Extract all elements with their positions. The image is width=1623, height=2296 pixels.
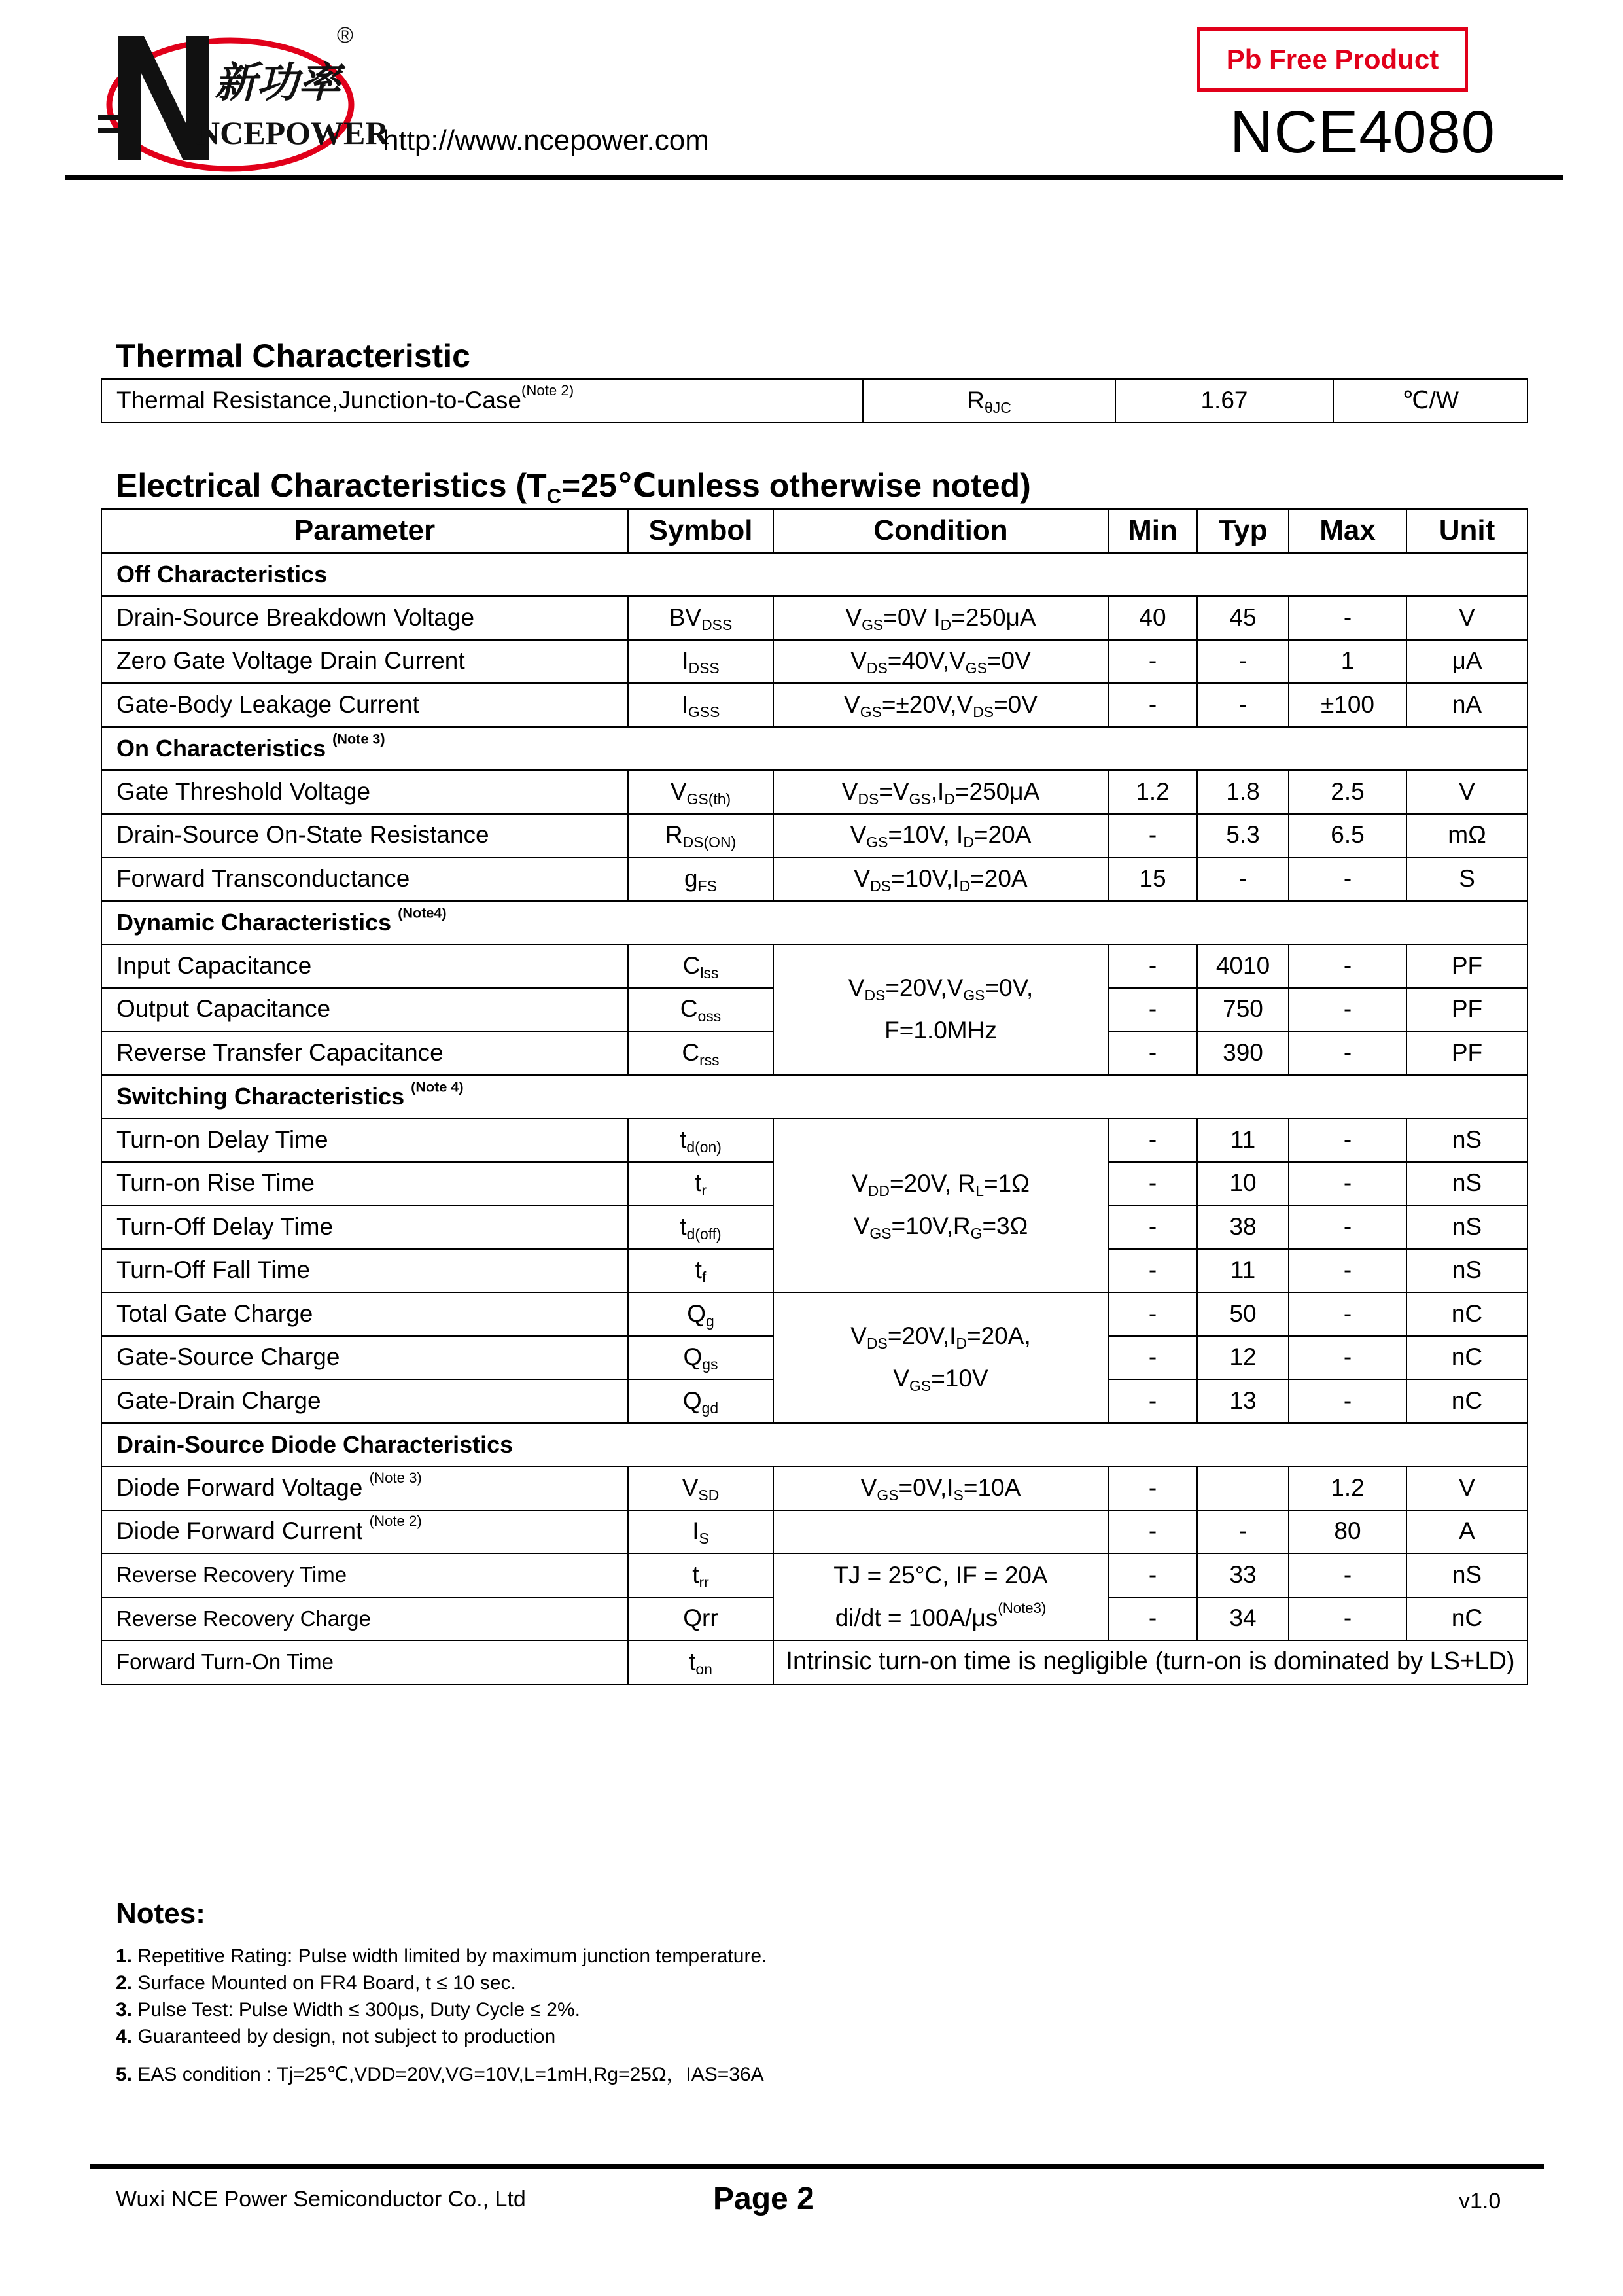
min: - (1108, 1249, 1197, 1293)
typ: 750 (1197, 988, 1289, 1032)
max: ±100 (1289, 683, 1406, 727)
symbol: $C_{rss}$ (628, 1031, 773, 1075)
category-on: On Characteristics $^{(Note 3)}$ (101, 727, 1527, 771)
typ: - (1197, 640, 1289, 684)
col-unit: Unit (1406, 509, 1527, 553)
table-row (101, 640, 1527, 684)
typ: 10 (1197, 1162, 1289, 1206)
unit: PF (1406, 988, 1527, 1032)
symbol: $Q_g$ (628, 1292, 773, 1336)
param: Gate Threshold Voltage (101, 770, 628, 814)
min: - (1108, 814, 1197, 858)
footer-divider (90, 2164, 1544, 2169)
unit: nS (1406, 1118, 1527, 1162)
thermal-table (101, 378, 1528, 423)
unit: nS (1406, 1249, 1527, 1293)
max: - (1289, 1249, 1406, 1293)
typ: 1.8 (1197, 770, 1289, 814)
max: 1.2 (1289, 1466, 1406, 1510)
min: - (1108, 988, 1197, 1032)
max: - (1289, 857, 1406, 901)
unit: V (1406, 1466, 1527, 1510)
min: - (1108, 1336, 1197, 1380)
unit: μA (1406, 640, 1527, 684)
min: - (1108, 1118, 1197, 1162)
electrical-title: Electrical Characteristics ($T_C=25℃unless$ otherwise noted) (116, 467, 1031, 508)
table-row (101, 814, 1527, 858)
col-typ: Typ (1197, 509, 1289, 553)
category-row (101, 1423, 1527, 1467)
min: - (1108, 1466, 1197, 1510)
min: 40 (1108, 596, 1197, 640)
unit: mΩ (1406, 814, 1527, 858)
unit: V (1406, 770, 1527, 814)
unit: nC (1406, 1379, 1527, 1423)
header-divider (65, 175, 1563, 180)
param: Turn-on Delay Time (101, 1118, 628, 1162)
registered-mark: ® (337, 23, 354, 48)
param: Gate-Source Charge (101, 1336, 628, 1380)
condition-gate-charge: $V_{DS}=20V,I_D=20A$, $V_{GS}=10V$ (773, 1292, 1108, 1423)
max: 80 (1289, 1510, 1406, 1554)
max: - (1289, 1162, 1406, 1206)
condition (773, 1510, 1108, 1554)
website-url[interactable]: http://www.ncepower.com (383, 124, 709, 156)
max: - (1289, 1118, 1406, 1162)
typ: - (1197, 683, 1289, 727)
typ: 45 (1197, 596, 1289, 640)
param: Input Capacitance (101, 944, 628, 988)
category-row (101, 1075, 1527, 1119)
symbol: $I_{DSS}$ (628, 640, 773, 684)
param: Drain-Source Breakdown Voltage (101, 596, 628, 640)
max: - (1289, 1553, 1406, 1597)
category-row (101, 553, 1527, 597)
typ: 5.3 (1197, 814, 1289, 858)
table-row (101, 944, 1527, 988)
min: - (1108, 1553, 1197, 1597)
category-row (101, 901, 1527, 945)
condition: $V_{GS}=10V$, $I_D=20A$ (773, 814, 1108, 858)
unit: S (1406, 857, 1527, 901)
param: Drain-Source On-State Resistance (101, 814, 628, 858)
unit: nC (1406, 1336, 1527, 1380)
unit: PF (1406, 944, 1527, 988)
symbol: $t_f$ (628, 1249, 773, 1293)
param: Turn-Off Fall Time (101, 1249, 628, 1293)
thermal-unit: ℃/W (1333, 379, 1527, 423)
col-parameter: Parameter (101, 509, 628, 553)
brand-chinese: 新功率 (215, 59, 340, 107)
typ: 13 (1197, 1379, 1289, 1423)
min: - (1108, 944, 1197, 988)
page-number: Page 2 (713, 2181, 814, 2216)
symbol: Qrr (628, 1597, 773, 1641)
note-item: 3. Pulse Test: Pulse Width ≤ 300μs, Duty Cycle ≤ 2%. (116, 1999, 580, 2021)
min: - (1108, 1162, 1197, 1206)
max: - (1289, 1205, 1406, 1249)
condition-turn-on: Intrinsic turn-on time is negligible (turn-on is dominated by LS+LD) (773, 1640, 1527, 1684)
param: Diode Forward Voltage $^{(Note 3)}$ (101, 1466, 628, 1510)
param: Zero Gate Voltage Drain Current (101, 640, 628, 684)
param: Turn-Off Delay Time (101, 1205, 628, 1249)
unit: PF (1406, 1031, 1527, 1075)
category-switching: Switching Characteristics $^{(Note 4)}$ (101, 1075, 1527, 1119)
notes-title: Notes: (116, 1898, 205, 1930)
brand-name: NCEPOWER (196, 115, 389, 151)
table-header-row (101, 509, 1527, 553)
footer-company: Wuxi NCE Power Semiconductor Co., Ltd (116, 2187, 526, 2212)
unit: V (1406, 596, 1527, 640)
col-max: Max (1289, 509, 1406, 553)
max: - (1289, 596, 1406, 640)
max: - (1289, 1597, 1406, 1641)
max: - (1289, 988, 1406, 1032)
condition: $V_{DS}=40V,V_{GS}=0V$ (773, 640, 1108, 684)
typ: 38 (1197, 1205, 1289, 1249)
max: - (1289, 1336, 1406, 1380)
typ: - (1197, 857, 1289, 901)
condition-switching: $V_{DD}=20V$, $R_L=1\Omega$ $V_{GS}=10V,R_G=3\Omega$ (773, 1118, 1108, 1292)
min: - (1108, 1205, 1197, 1249)
symbol: $t_r$ (628, 1162, 773, 1206)
condition: $V_{DS}=V_{GS},I_D=250\mu A$ (773, 770, 1108, 814)
param: Forward Transconductance (101, 857, 628, 901)
condition-dynamic: $V_{DS}=20V,V_{GS}=0V$, F=1.0MHz (773, 944, 1108, 1075)
symbol: $g_{FS}$ (628, 857, 773, 901)
typ: 34 (1197, 1597, 1289, 1641)
table-row (101, 596, 1527, 640)
note-item: 4. Guaranteed by design, not subject to production (116, 2026, 556, 2047)
unit: nS (1406, 1553, 1527, 1597)
param: Output Capacitance (101, 988, 628, 1032)
min: - (1108, 683, 1197, 727)
min: - (1108, 1510, 1197, 1554)
symbol: $BV_{DSS}$ (628, 596, 773, 640)
table-row (101, 1466, 1527, 1510)
max: - (1289, 1379, 1406, 1423)
max: 2.5 (1289, 770, 1406, 814)
typ (1197, 1466, 1289, 1510)
condition-reverse-recovery: TJ = 25°C, IF = 20A $di/dt = 100A/\mu s^{(Note3)}$ (773, 1553, 1108, 1640)
category-row (101, 727, 1527, 771)
param: Reverse Transfer Capacitance (101, 1031, 628, 1075)
thermal-title: Thermal Characteristic (116, 338, 470, 374)
symbol: $t_{d(off)}$ (628, 1205, 773, 1249)
symbol: $I_S$ (628, 1510, 773, 1554)
symbol: $t_{rr}$ (628, 1553, 773, 1597)
unit: nA (1406, 683, 1527, 727)
table-row (101, 1510, 1527, 1554)
thermal-value: 1.67 (1115, 379, 1333, 423)
param: Diode Forward Current $^{(Note 2)}$ (101, 1510, 628, 1554)
param: Reverse Recovery Charge (101, 1597, 628, 1641)
symbol: $C_{oss}$ (628, 988, 773, 1032)
category-off: Off Characteristics (101, 553, 1527, 597)
max: - (1289, 1292, 1406, 1336)
max: - (1289, 944, 1406, 988)
unit: A (1406, 1510, 1527, 1554)
ncepower-logo-icon (79, 13, 389, 177)
min: - (1108, 1379, 1197, 1423)
param: Reverse Recovery Time (101, 1553, 628, 1597)
symbol: $t_{on}$ (628, 1640, 773, 1684)
table-row (101, 1553, 1527, 1597)
symbol: $Q_{gd}$ (628, 1379, 773, 1423)
note-item: 2. Surface Mounted on FR4 Board, t ≤ 10 sec. (116, 1972, 516, 1994)
unit: nS (1406, 1205, 1527, 1249)
symbol: $V_{SD}$ (628, 1466, 773, 1510)
typ: 390 (1197, 1031, 1289, 1075)
min: - (1108, 1031, 1197, 1075)
symbol: $R_{DS(ON)}$ (628, 814, 773, 858)
min: 1.2 (1108, 770, 1197, 814)
electrical-table (101, 508, 1528, 1685)
typ: 50 (1197, 1292, 1289, 1336)
min: - (1108, 1292, 1197, 1336)
typ: 4010 (1197, 944, 1289, 988)
table-row (101, 683, 1527, 727)
category-diode: Drain-Source Diode Characteristics (101, 1423, 1527, 1467)
param: Gate-Body Leakage Current (101, 683, 628, 727)
part-number: NCE4080 (1230, 99, 1495, 166)
col-condition: Condition (773, 509, 1108, 553)
max: 1 (1289, 640, 1406, 684)
condition: $V_{GS}=0V$ $I_D=250\mu A$ (773, 596, 1108, 640)
version-label: v1.0 (1459, 2189, 1501, 2214)
min: - (1108, 640, 1197, 684)
table-row (101, 1640, 1527, 1684)
category-dynamic: Dynamic Characteristics $^{(Note4)}$ (101, 901, 1527, 945)
typ: 33 (1197, 1553, 1289, 1597)
condition: $V_{GS}=0V,I_S=10A$ (773, 1466, 1108, 1510)
symbol: $t_{d(on)}$ (628, 1118, 773, 1162)
param: Total Gate Charge (101, 1292, 628, 1336)
thermal-symbol: $R_{\theta JC}$ (863, 379, 1115, 423)
company-logo (79, 13, 389, 177)
col-symbol: Symbol (628, 509, 773, 553)
min: - (1108, 1597, 1197, 1641)
typ: - (1197, 1510, 1289, 1554)
table-row (101, 1292, 1527, 1336)
typ: 12 (1197, 1336, 1289, 1380)
table-row (101, 379, 1527, 423)
col-min: Min (1108, 509, 1197, 553)
symbol: $C_{lss}$ (628, 944, 773, 988)
table-row (101, 770, 1527, 814)
min: 15 (1108, 857, 1197, 901)
table-row (101, 857, 1527, 901)
max: 6.5 (1289, 814, 1406, 858)
param: Forward Turn-On Time (101, 1640, 628, 1684)
param: Gate-Drain Charge (101, 1379, 628, 1423)
unit: nC (1406, 1292, 1527, 1336)
note-item: 1. Repetitive Rating: Pulse width limited by maximum junction temperature. (116, 1945, 767, 1967)
symbol: $Q_{gs}$ (628, 1336, 773, 1380)
typ: 11 (1197, 1118, 1289, 1162)
symbol: $V_{GS(th)}$ (628, 770, 773, 814)
typ: 11 (1197, 1249, 1289, 1293)
param: Turn-on Rise Time (101, 1162, 628, 1206)
table-row (101, 1118, 1527, 1162)
condition: $V_{GS}=\pm 20V,V_{DS}=0V$ (773, 683, 1108, 727)
unit: nC (1406, 1597, 1527, 1641)
symbol: $I_{GSS}$ (628, 683, 773, 727)
condition: $V_{DS}=10V,I_D=20A$ (773, 857, 1108, 901)
thermal-param: Thermal Resistance,Junction-to-Case$^{(Note 2)}$ (101, 379, 863, 423)
unit: nS (1406, 1162, 1527, 1206)
max: - (1289, 1031, 1406, 1075)
note-item: 5. EAS condition : Tj=25℃,VDD=20V,VG=10V,L=1mH,Rg=25Ω，IAS=36A (116, 2064, 764, 2085)
pb-free-badge: Pb Free Product (1197, 27, 1468, 92)
